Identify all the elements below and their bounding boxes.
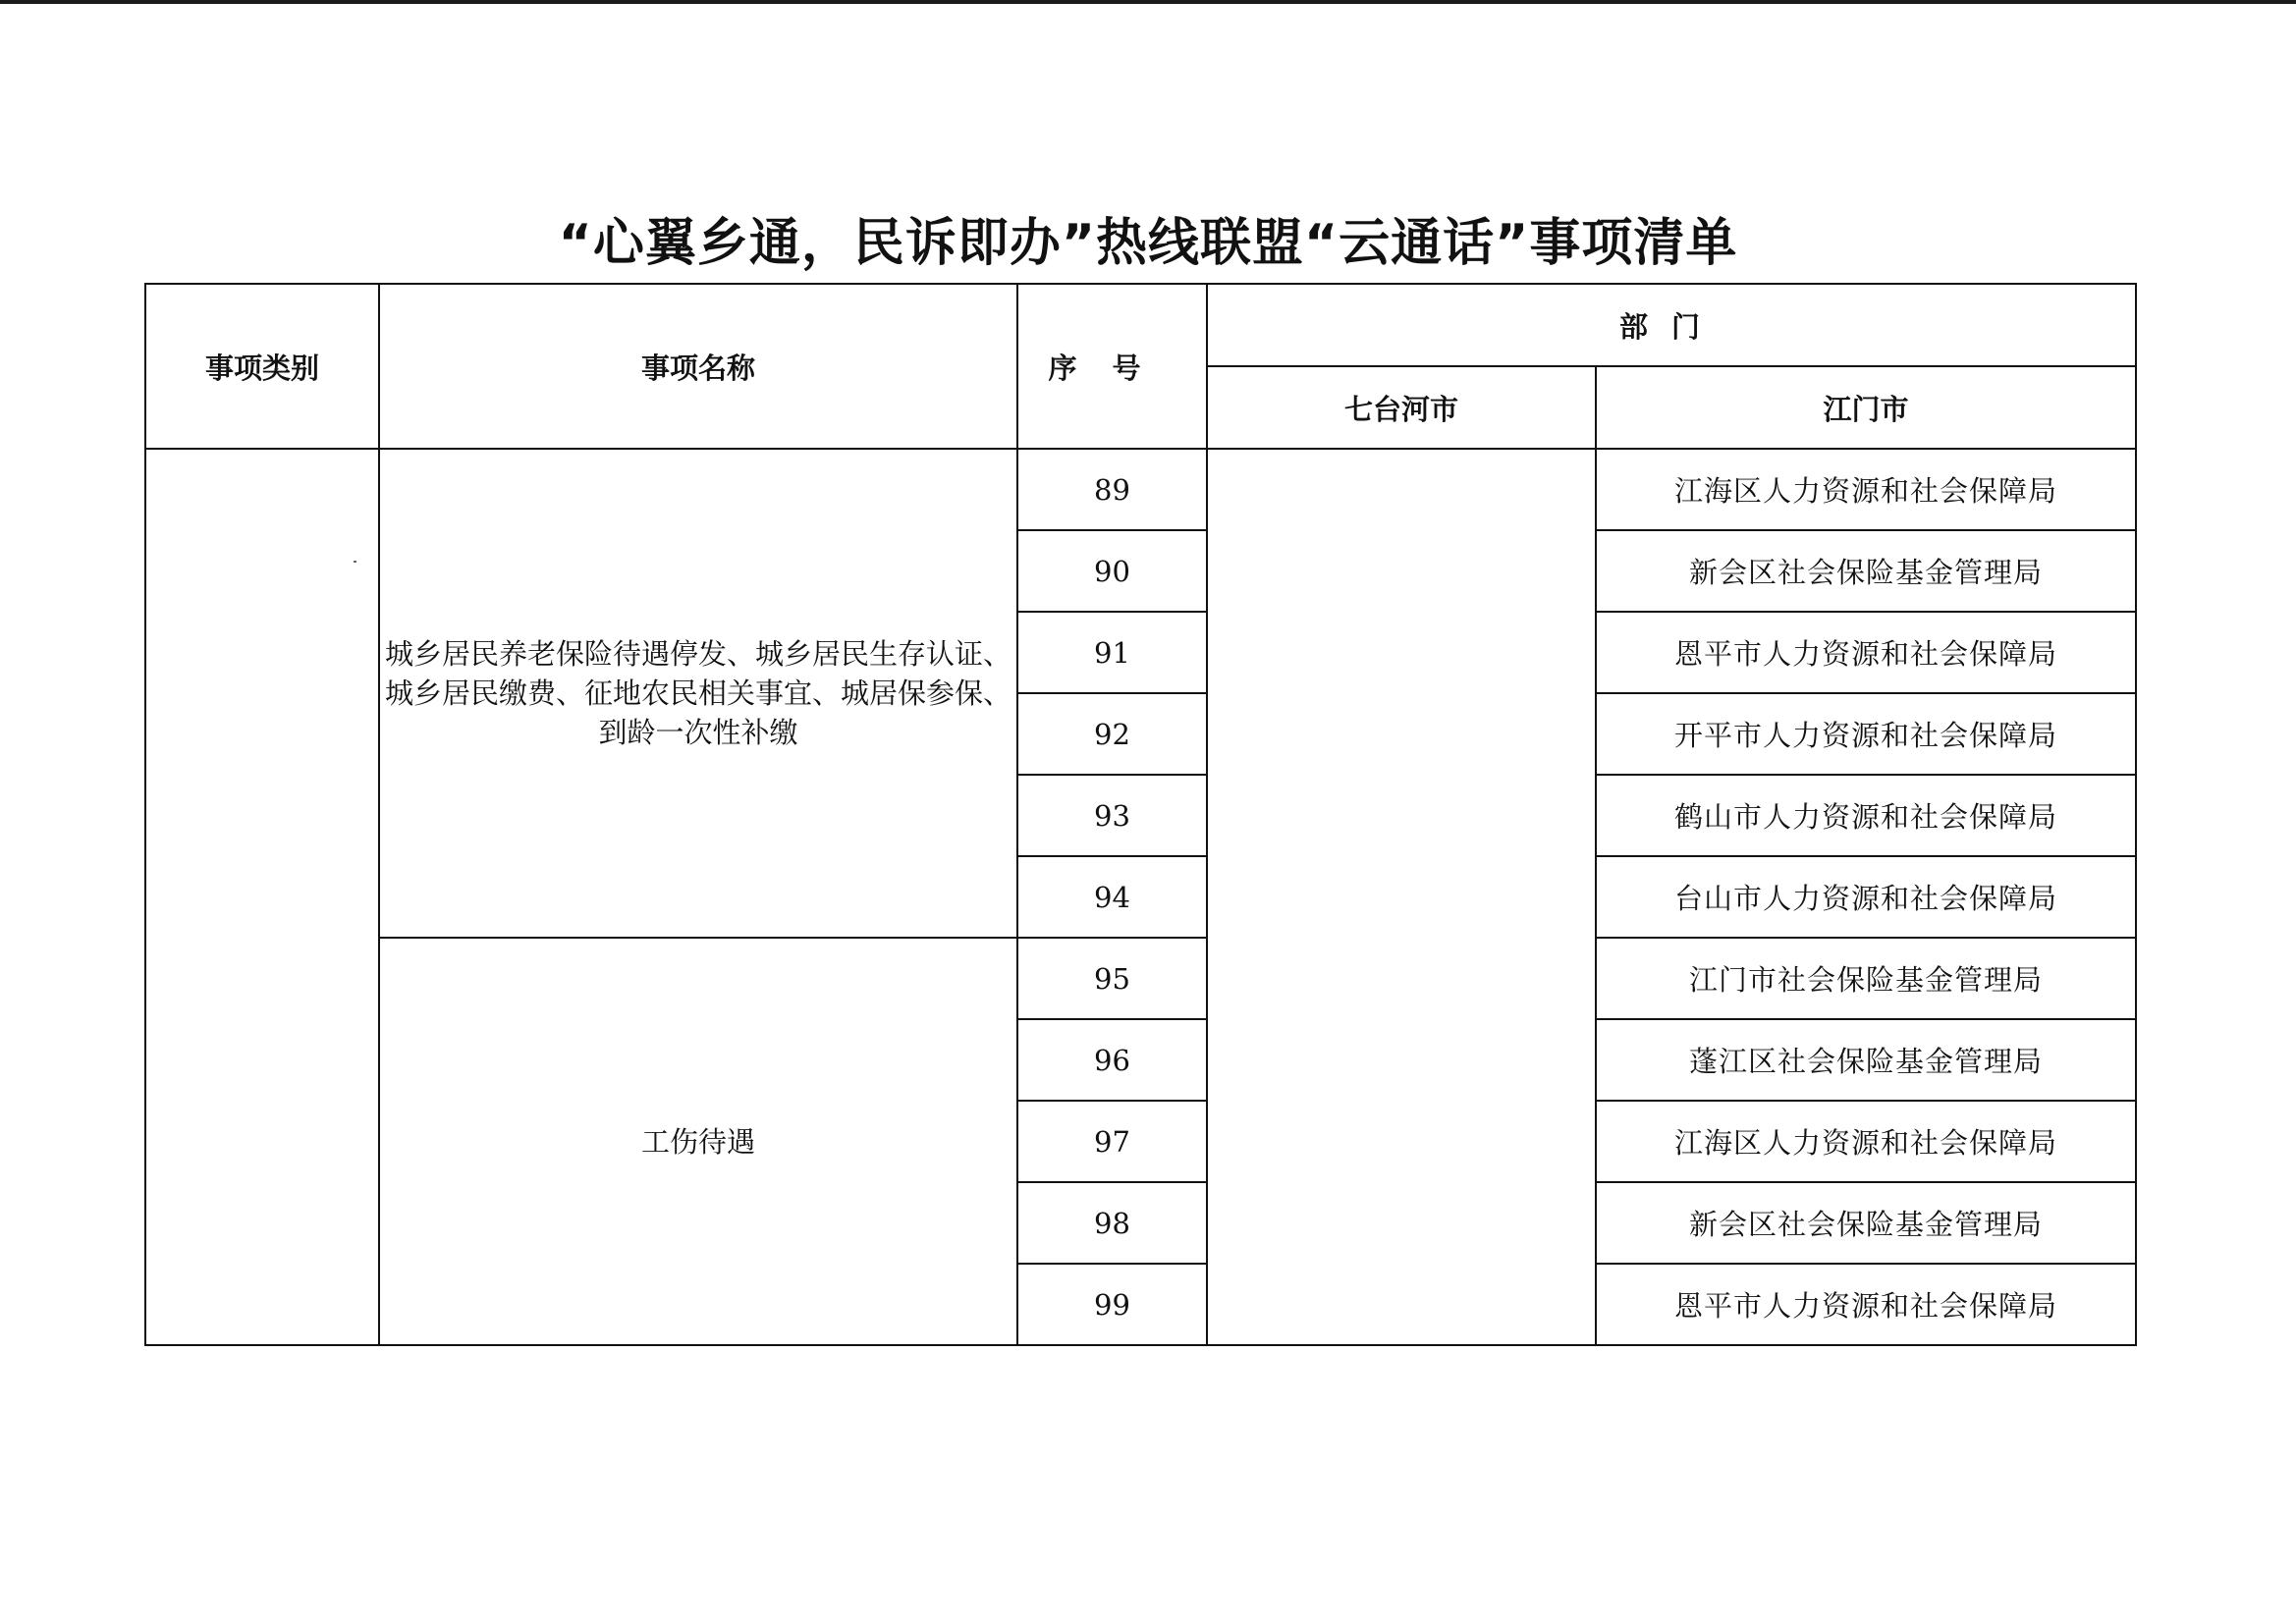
header-seq: 序号 — [1017, 284, 1207, 449]
header-dept: 部门 — [1207, 284, 2136, 366]
seq-cell: 93 — [1017, 775, 1207, 856]
table-row — [145, 449, 2136, 530]
jiangmen-dept-cell: 新会区社会保险基金管理局 — [1596, 1182, 2136, 1264]
jiangmen-dept-cell: 台山市人力资源和社会保障局 — [1596, 856, 2136, 938]
seq-cell: 98 — [1017, 1182, 1207, 1264]
seq-cell: 97 — [1017, 1101, 1207, 1182]
seq-cell: 90 — [1017, 530, 1207, 612]
seq-cell: 99 — [1017, 1264, 1207, 1345]
header-item-name: 事项名称 — [379, 284, 1017, 449]
jiangmen-dept-cell: 开平市人力资源和社会保障局 — [1596, 693, 2136, 775]
header-city-jiangmen: 江门市 — [1596, 366, 2136, 449]
item-name-cell: 工伤待遇 — [379, 938, 1017, 1345]
seq-cell: 94 — [1017, 856, 1207, 938]
table-row — [145, 938, 2136, 1019]
jiangmen-dept-cell: 鹤山市人力资源和社会保障局 — [1596, 775, 2136, 856]
jiangmen-dept-cell: 江海区人力资源和社会保障局 — [1596, 1101, 2136, 1182]
jiangmen-dept-cell: 江海区人力资源和社会保障局 — [1596, 449, 2136, 530]
seq-cell: 89 — [1017, 449, 1207, 530]
jiangmen-dept-cell: 江门市社会保险基金管理局 — [1596, 938, 2136, 1019]
header-row — [145, 284, 2136, 366]
jiangmen-dept-cell: 蓬江区社会保险基金管理局 — [1596, 1019, 2136, 1101]
scan-top-edge — [0, 0, 2296, 4]
seq-cell: 92 — [1017, 693, 1207, 775]
header-city-qitaihe: 七台河市 — [1207, 366, 1596, 449]
jiangmen-dept-cell: 新会区社会保险基金管理局 — [1596, 530, 2136, 612]
seq-cell: 96 — [1017, 1019, 1207, 1101]
category-cell — [145, 449, 379, 1345]
document-title: “心翼乡通，民诉即办”热线联盟“云通话”事项清单 — [558, 214, 1738, 273]
jiangmen-dept-cell: 恩平市人力资源和社会保障局 — [1596, 612, 2136, 693]
jiangmen-dept-cell: 恩平市人力资源和社会保障局 — [1596, 1264, 2136, 1345]
item-name-cell: 城乡居民养老保险待遇停发、城乡居民生存认证、城乡居民缴费、征地农民相关事宜、城居保参保、到龄一次性补缴 — [379, 449, 1017, 938]
seq-cell: 95 — [1017, 938, 1207, 1019]
header-category: 事项类别 — [145, 284, 379, 449]
qitaihe-dept-cell — [1207, 449, 1596, 1345]
seq-cell: 91 — [1017, 612, 1207, 693]
scan-speck — [354, 561, 356, 563]
items-table — [144, 283, 2137, 1346]
